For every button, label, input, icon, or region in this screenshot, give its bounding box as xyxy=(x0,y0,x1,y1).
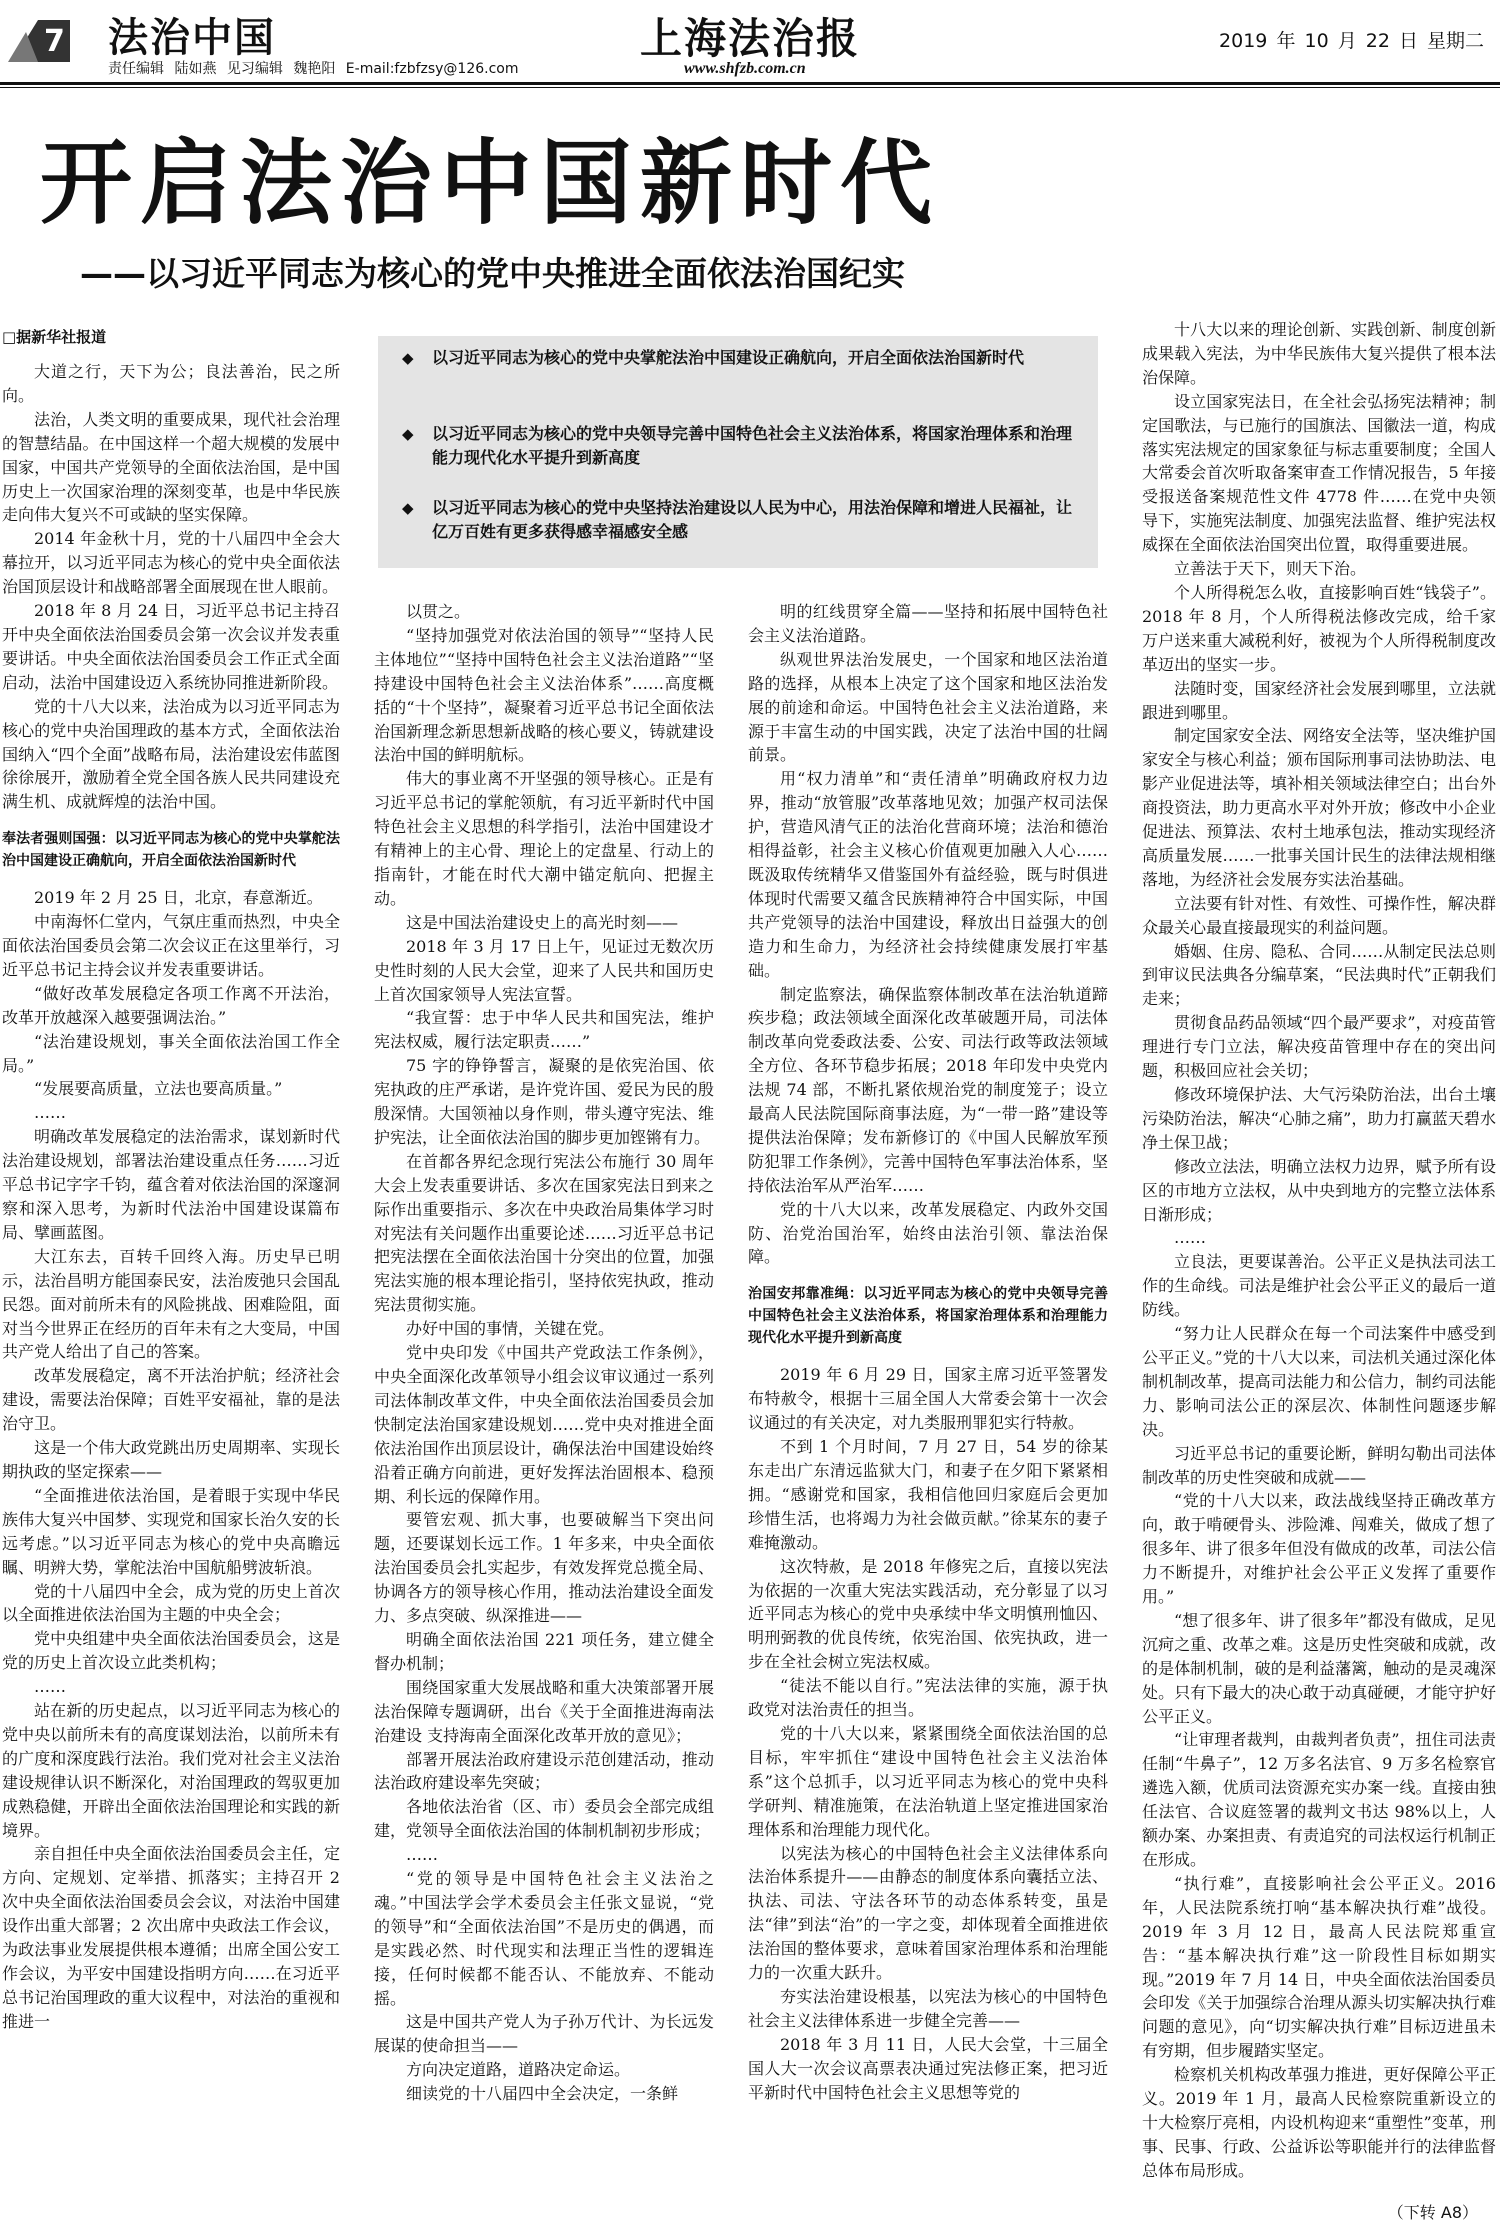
article-paragraph: “徒法不能以自行。”宪法法律的实施，源于执政党对法治责任的担当。 xyxy=(748,1676,1108,1720)
article-paragraph: “法治建设规划，事关全面依法治国工作全局。” xyxy=(2,1031,340,1075)
article-paragraph: 2014 年金秋十月，党的十八届四中全会大幕拉开，以习近平同志为核心的党中央全面依法治国顶层设计和战略部署全面展现在世人眼前。 xyxy=(2,529,340,597)
article-paragraph: …… xyxy=(34,1677,66,1697)
diamond-bullet-icon: ◆ xyxy=(402,499,414,517)
article-paragraph: 法治，人类文明的重要成果，现代社会治理的智慧结晶。在中国这样一个超大规模的发展中国家，中国共产党领导的全面依法治国，是中国历史上一次国家治理的深刻变革，也是中华民族走向伟大复兴不可或缺的坚实保障。 xyxy=(2,409,340,525)
article-paragraph: 用“权力清单”和“责任清单”明确政府权力边界，推动“放管服”改革落地见效；加强产权司法保护，营造风清气正的法治化营商环境；法治和德治相得益彰，社会主义核心价值观更加融入人心……既汲取传统精华又借鉴国外有益经验，既与时俱进体现时代需要又蕴含民族精神符合中国实际，中国共产党领导的法治中国建设，释放出日益强大的创造力和生命力，为经济社会持续健康发展打牢基础。 xyxy=(748,769,1108,980)
continued-note: （下转 A8） xyxy=(1387,2203,1478,2222)
highlight-item: ◆ 以习近平同志为核心的党中央掌舵法治中国建设正确航向，开启全面依法治国新时代 xyxy=(402,346,1076,370)
masthead: 上海法治报 xyxy=(640,14,861,63)
article-paragraph: 党的十八大以来，紧紧围绕全面依法治国的总目标，牢牢抓住“建设中国特色社会主义法治体系”这个总抓手，以习近平同志为核心的党中央科学研判、精准施策，在法治轨道上坚定推进国家治理体系和治理能力现代化。 xyxy=(748,1723,1108,1839)
article-paragraph: 党中央印发《中国共产党政法工作条例》，中央全面深化改革领导小组会议审议通过一系列司法体制改革文件，中央全面依法治国委员会加快制定法治国家建设规划……党中央对推进全面依法治国作出顶层设计，确保法治中国建设始终沿着正确方向前进，更好发挥法治固根本、稳预期、利长远的保障作用。 xyxy=(374,1343,714,1506)
article-paragraph: 在首都各界纪念现行宪法公布施行 30 周年大会上发表重要讲话、多次在国家宪法日到来之际作出重要指示、多次在中央政治局集体学习时对宪法有关问题作出重要论述……习近平总书记把宪法摆在全面依法治国十分突出的位置，加强宪法实施的根本理论指引，坚持依宪执政，推动宪法贯彻实施。 xyxy=(374,1151,714,1315)
sub-headline: ——以习近平同志为核心的党中央推进全面依法治国纪实 xyxy=(80,254,905,293)
article-paragraph: 办好中国的事情，关键在党。 xyxy=(406,1319,615,1339)
header-rule xyxy=(0,82,1500,85)
article-paragraph: “全面推进依法治国，是着眼于实现中华民族伟大复兴中国梦、实现党和国家长治久安的长远考虑。”以习近平同志为核心的党中央高瞻远瞩、明辨大势，掌舵法治中国航船劈波斩浪。 xyxy=(2,1485,340,1577)
article-paragraph: 这次特赦，是 2018 年修宪之后，直接以宪法为依据的一次重大宪法实践活动，充分彰显了以习近平同志为核心的党中央承续中华文明慎刑恤囚、明刑弼教的优良传统，依宪治国、依宪执政，进一步在全社会树立宪法权威。 xyxy=(748,1556,1108,1672)
article-paragraph: “想了很多年、讲了很多年”都没有做成，足见沉疴之重、改革之难。这是历史性突破和成就，改的是体制机制，破的是利益藩篱，触动的是灵魂深处。只有下最大的决心敢于动真碰硬，才能守护好公平正义。 xyxy=(1142,1610,1496,1726)
article-paragraph: 修改立法法，明确立法权力边界，赋予所有设区的市地方立法权，从中央到地方的完整立法体系日渐形成； xyxy=(1142,1156,1496,1224)
article-paragraph: 这是一个伟大政党跳出历史周期率、实现长期执政的坚定探索—— xyxy=(2,1438,340,1481)
article-paragraph: …… xyxy=(1174,1228,1206,1248)
article-paragraph: “做好改革发展稳定各项工作离不开法治，改革开放越深入越要强调法治。” xyxy=(2,983,340,1027)
article-paragraph: 纵观世界法治发展史，一个国家和地区法治道路的选择，从根本上决定了这个国家和地区法治发展的前途和命运。中国特色社会主义法治道路，来源于丰富生动的中国实践，决定了法治中国的壮阔前景。 xyxy=(748,649,1108,765)
article-paragraph: 这是中国法治建设史上的高光时刻—— xyxy=(406,912,679,932)
highlight-item: ◆ 以习近平同志为核心的党中央坚持法治建设以人民为中心，用法治保障和增进人民福祉，让亿万百姓有更多获得感幸福感安全感 xyxy=(402,498,1073,541)
article-paragraph: 习近平总书记的重要论断，鲜明勾勒出司法体制改革的历史性突破和成就—— xyxy=(1142,1443,1496,1487)
website: www.shfzb.com.cn xyxy=(684,60,806,77)
article-column-4 xyxy=(1142,318,1496,2205)
article-column-3 xyxy=(748,600,1108,2205)
section-subheading: 奉法者强则国强：以习近平同志为核心的党中央掌舵法治中国建设正确航向，开启全面依法治国新时代 xyxy=(2,831,340,870)
article-paragraph: 方向决定道路，道路决定命运。 xyxy=(406,2060,631,2080)
article-paragraph: 2018 年 3 月 17 日上午，见证过无数次历史性时刻的人民大会堂，迎来了人民共和国历史上首次国家领导人宪法宣誓。 xyxy=(374,936,714,1004)
article-paragraph: 伟大的事业离不开坚强的领导核心。正是有习近平总书记的掌舵领航，有习近平新时代中国特色社会主义思想的科学指引，法治中国建设才有精神上的主心骨、理论上的定盘星、行动上的指南针，才能在时代大潮中锚定航向、把握主动。 xyxy=(374,769,714,908)
article-paragraph: …… xyxy=(34,1103,66,1123)
article-paragraph: 中南海怀仁堂内，气氛庄重而热烈，中央全面依法治国委员会第二次会议正在这里举行，习近平总书记主持会议并发表重要讲话。 xyxy=(2,912,340,979)
article-paragraph: “执行难”，直接影响社会公平正义。2016 年，人民法院系统打响“基本解决执行难”战役。2019 年 3 月 12 日，最高人民法院郑重宣告：“基本解决执行难”这一阶段性目标如期实现。”2019 年 7 月 14 日，中央全面依法治国委员会印发《关于加强综合治理从源头切实解决执行难问题的意见》，向“切实解决执行难”目标迈进虽未有穷期，但步履踏实坚定。 xyxy=(1142,1873,1496,2061)
article-paragraph: …… xyxy=(406,1845,438,1865)
article-paragraph: 设立国家宪法日，在全社会弘扬宪法精神；制定国歌法，与已施行的国旗法、国徽法一道，构成落实宪法规定的国家象征与标志重要制度；全国人大常委会首次听取备案审查工作情况报告，5 年接受报送备案规范性文件 4778 件……在党中央领导下，实施宪法制度、加强宪法监督、维护宪法权威探在全面依法治国突出位置，取得重要进展。 xyxy=(1142,391,1496,555)
article-paragraph: 2019 年 2 月 25 日，北京，春意渐近。 xyxy=(34,888,323,908)
article-paragraph: 夯实法治建设根基，以宪法为核心的中国特色社会主义法律体系进一步健全完善—— xyxy=(748,1986,1108,2030)
article-paragraph: “努力让人民群众在每一个司法案件中感受到公平正义。”党的十八大以来，司法机关通过深化体制机制改革，提高司法能力和公信力，制约司法能力、影响司法公正的深层次、体制性问题逐步解决。 xyxy=(1142,1324,1496,1439)
article-paragraph: 围绕国家重大发展战略和重大决策部署开展法治保障专题调研，出台《关于全面推进海南法治建设 支持海南全面深化改革开放的意见》； xyxy=(374,1677,714,1745)
article-paragraph: 制定监察法，确保监察体制改革在法治轨道蹄疾步稳；政法领域全面深化改革破题开局，司法体制改革向党委政法委、公安、司法行政等政法领域全方位、各环节稳步拓展；2018 年印发中央党内法规 74 部，不断扎紧依规治党的制度笼子；设立最高人民法院国际商事法庭，为“一带一路”建设等提供法治保障；发布新修订的《中国人民解放军预防犯罪工作条例》，完善中国特色军事法治体系，坚持依法治军从严治军…… xyxy=(748,984,1108,1195)
article-paragraph: 立善法于天下，则天下治。 xyxy=(1174,559,1367,579)
issue-date: 2019 年 10 月 22 日 星期二 xyxy=(1219,30,1484,52)
article-paragraph: 党中央组建中央全面依法治国委员会，这是党的历史上首次设立此类机构； xyxy=(2,1629,340,1673)
article-paragraph: 以宪法为核心的中国特色社会主义法律体系向法治体系提升——由静态的制度体系向囊括立法、执法、司法、守法各环节的动态体系转变，虽是法“律”到法“治”的一字之变，却体现着全面推进依法治国的整体要求，意味着国家治理体系和治理能力的一次重大跃升。 xyxy=(748,1843,1108,1983)
highlights-box xyxy=(378,336,1098,568)
article-paragraph: 大道之行，天下为公；良法善治，民之所向。 xyxy=(2,362,340,405)
article-paragraph: 以贯之。 xyxy=(406,602,471,621)
article-paragraph: 党的十八届四中全会，成为党的历史上首次以全面推进依法治国为主题的中央全会； xyxy=(2,1581,340,1625)
section-subheading: 治国安邦靠准绳：以习近平同志为核心的党中央领导完善中国特色社会主义法治体系，将国家治理体系和治理能力现代化水平提升到新高度 xyxy=(748,1286,1108,1347)
article-paragraph: 2018 年 8 月 24 日，习近平总书记主持召开中央全面依法治国委员会第一次会议并发表重要讲话。中央全面依法治国委员会工作正式全面启动，法治中国建设迈入系统协同推进新阶段。 xyxy=(2,601,340,692)
article-paragraph: “党的十八大以来，政法战线坚持正确改革方向，敢于啃硬骨头、涉险滩、闯难关，做成了想了很多年、讲了很多年但没有做成的改革，司法公信力不断提升，对维护社会公平正义发挥了重要作用。” xyxy=(1142,1491,1496,1607)
article-paragraph: 不到 1 个月时间，7 月 27 日，54 岁的徐某东走出广东清远监狱大门，和妻子在夕阳下紧紧相拥。“感谢党和国家，我相信他回归家庭后会更加珍惜生活，也将竭力为社会做贡献。”徐某东的妻子难掩激动。 xyxy=(748,1437,1108,1552)
article-paragraph: 个人所得税怎么收，直接影响百姓“钱袋子”。2018 年 8 月，个人所得税法修改完成，给千家万户送来重大减税利好，被视为个人所得税制度改革迈出的坚实一步。 xyxy=(1142,582,1496,674)
article-paragraph: 十八大以来的理论创新、实践创新、制度创新成果载入宪法，为中华民族伟大复兴提供了根本法治保障。 xyxy=(1142,320,1496,387)
article-paragraph: 亲自担任中央全面依法治国委员会主任，定方向、定规划、定举措、抓落实；主持召开 2 次中央全面依法治国委员会会议，对法治中国建设作出重大部署；2 次出席中央政法工作会议，为政法事业发展提供根本遵循；出席全国公安工作会议，为平安中国建设指明方向……在习近平总书记治国理政的重大议程中，对法治的重视和推进一 xyxy=(2,1844,340,2031)
article-paragraph: 明确改革发展稳定的法治需求，谋划新时代法治建设规划，部署法治建设重点任务……习近平总书记字字千钧，蕴含着对依法治国的深邃洞察和深入思考，为新时代法治中国建设谋篇布局、擘画蓝图。 xyxy=(2,1127,340,1242)
article-paragraph: 制定国家安全法、网络安全法等，坚决维护国家安全与核心利益；颁布国际刑事司法协助法、电影产业促进法等，填补相关领域法律空白；出台外商投资法，助力更高水平对外开放；修改中小企业促进法、预算法、农村土地承包法，推动实现经济高质量发展……一批事关国计民生的法律法规相继落地，为经济社会发展夯实法治基础。 xyxy=(1142,726,1496,889)
article-paragraph: 立法要有针对性、有效性、可操作性，解决群众最关心最直接最现实的利益问题。 xyxy=(1142,893,1496,937)
article-paragraph: 婚姻、住房、隐私、合同……从制定民法总则到审议民法典各分编草案，“民法典时代”正朝我们走来； xyxy=(1142,941,1496,1009)
article-paragraph: 立良法，更要谋善治。公平正义是执法司法工作的生命线。司法是维护社会公平正义的最后一道防线。 xyxy=(1142,1252,1496,1320)
article-paragraph: 大江东去，百转千回终入海。历史早已明示，法治昌明方能国泰民安，法治废弛只会国乱民怨。面对前所未有的风险挑战、困难险阻，面对当今世界正在经历的百年未有之大变局，中国共产党人给出了自己的答案。 xyxy=(2,1246,340,1362)
article-paragraph: 要管宏观、抓大事，也要破解当下突出问题，还要谋划长远工作。1 年多来，中央全面依法治国委员会扎实起步，有效发挥党总揽全局、协调各方的领导核心作用，推动法治建设全面发力、多点突破、纵深推进—— xyxy=(374,1510,714,1626)
highlight-item: ◆ 以习近平同志为核心的党中央领导完善中国特色社会主义法治体系，将国家治理体系和治理能力现代化水平提升到新高度 xyxy=(402,424,1073,467)
article-column-1 xyxy=(2,360,340,2205)
article-paragraph: “我宣誓：忠于中华人民共和国宪法，维护宪法权威，履行法定职责……” xyxy=(374,1008,714,1052)
header-rule-thin xyxy=(0,87,1500,88)
article-paragraph: 明的红线贯穿全篇——坚持和拓展中国特色社会主义法治道路。 xyxy=(748,602,1108,645)
article-paragraph: 明确全面依法治国 221 项任务，建立健全督办机制； xyxy=(374,1629,714,1673)
article-column-2 xyxy=(374,600,714,2205)
article-paragraph: “党的领导是中国特色社会主义法治之魂。”中国法学会学术委员会主任张文显说，“党的领导”和“全面依法治国”不是历史的偶遇，而是实践必然、时代现实和法理正当性的逻辑连接，任何时候都不能否认、不能放弃、不能动摇。 xyxy=(374,1869,714,2008)
article-paragraph: 这是中国共产党人为子孙万代计、为长远发展谋的使命担当—— xyxy=(374,2012,714,2056)
article-paragraph: 2019 年 6 月 29 日，国家主席习近平签署发布特赦令，根据十三届全国人大常委会第十一次会议通过的有关决定，对九类服刑罪犯实行特赦。 xyxy=(748,1365,1108,1433)
article-paragraph: “坚持加强党对依法治国的领导”“坚持人民主体地位”“坚持中国特色社会主义法治道路”“坚持建设中国特色社会主义法治体系”……高度概括的“十个坚持”，凝聚着习近平总书记全面依法治国新理念新思想新战略的核心要义，铸就建设法治中国的鲜明航标。 xyxy=(374,625,714,765)
article-paragraph: 党的十八大以来，改革发展稳定、内政外交国防、治党治国治军，始终由法治引领、靠法治保障。 xyxy=(748,1199,1108,1267)
headline: 开启法治中国新时代 xyxy=(40,130,941,237)
article-paragraph: 75 字的铮铮誓言，凝聚的是依宪治国、依宪执政的庄严承诺，是许党许国、爱民为民的殷殷深情。大国领袖以身作则，带头遵守宪法、维护宪法，让全面依法治国的脚步更加铿锵有力。 xyxy=(374,1056,714,1147)
article-paragraph: 党的十八大以来，法治成为以习近平同志为核心的党中央治国理政的基本方式，全面依法治国纳入“四个全面”战略布局，法治建设宏伟蓝图徐徐展开，激励着全党全国各族人民共同建设充满生机、成就辉煌的法治中国。 xyxy=(2,696,340,812)
article-paragraph: “发展要高质量，立法也要高质量。” xyxy=(34,1079,283,1099)
article-paragraph: 检察机关机构改革强力推进，更好保障公平正义。2019 年 1 月，最高人民检察院重新设立的十大检察厅亮相，内设机构迎来“重塑性”变革，刑事、民事、行政、公益诉讼等职能并行的法律监督总体布局形成。 xyxy=(1142,2065,1496,2180)
article-paragraph: 细读党的十八届四中全会决定，一条鲜 xyxy=(406,2084,679,2104)
diamond-bullet-icon: ◆ xyxy=(402,349,414,367)
page-header xyxy=(0,0,1500,80)
section-title: 法治中国 xyxy=(108,15,276,61)
page-number: 7 xyxy=(44,24,65,59)
article-paragraph: 部署开展法治政府建设示范创建活动，推动法治政府建设率先突破； xyxy=(374,1749,714,1793)
article-paragraph: “让审理者裁判，由裁判者负责”，扭住司法责任制“牛鼻子”，12 万多名法官、9 万多名检察官遴选入额，优质司法资源充实办案一线。直接由独任法官、合议庭签署的裁判文书达 98%以上，人额办案、办案担责、有责追究的司法权运行机制正在形成。 xyxy=(1142,1730,1496,1869)
article-paragraph: 站在新的历史起点，以习近平同志为核心的党中央以前所未有的高度谋划法治，以前所未有的广度和深度践行法治。我们党对社会主义法治建设规律认识不断深化，对治国理政的驾驭更加成熟稳健，开辟出全面依法治国理论和实践的新境界。 xyxy=(2,1701,340,1840)
diamond-bullet-icon: ◆ xyxy=(402,425,414,443)
article-paragraph: 2018 年 3 月 11 日，人民大会堂，十三届全国人大一次会议高票表决通过宪法修正案，把习近平新时代中国特色社会主义思想等党的 xyxy=(748,2034,1108,2102)
article-paragraph: 贯彻食品药品领域“四个最严要求”，对疫苗管理进行专门立法，解决疫苗管理中存在的突出问题，积极回应社会关切； xyxy=(1142,1013,1496,1081)
article-paragraph: 修改环境保护法、大气污染防治法，出台土壤污染防治法，解决“心肺之痛”，助力打赢蓝天碧水净土保卫战； xyxy=(1142,1085,1496,1152)
article-paragraph: 法随时变，国家经济社会发展到哪里，立法就跟进到哪里。 xyxy=(1142,678,1496,722)
byline: □据新华社报道 xyxy=(2,328,107,346)
article-paragraph: 各地依法治省（区、市）委员会全部完成组建，党领导全面依法治国的体制机制初步形成； xyxy=(374,1797,714,1841)
article-paragraph: 改革发展稳定，离不开法治护航；经济社会建设，需要法治保障；百姓平安福祉，靠的是法治守卫。 xyxy=(2,1366,340,1434)
editor-credits: 责任编辑 陆如燕 见习编辑 魏艳阳 E-mail:fzbfzsy@126.com xyxy=(108,61,519,77)
